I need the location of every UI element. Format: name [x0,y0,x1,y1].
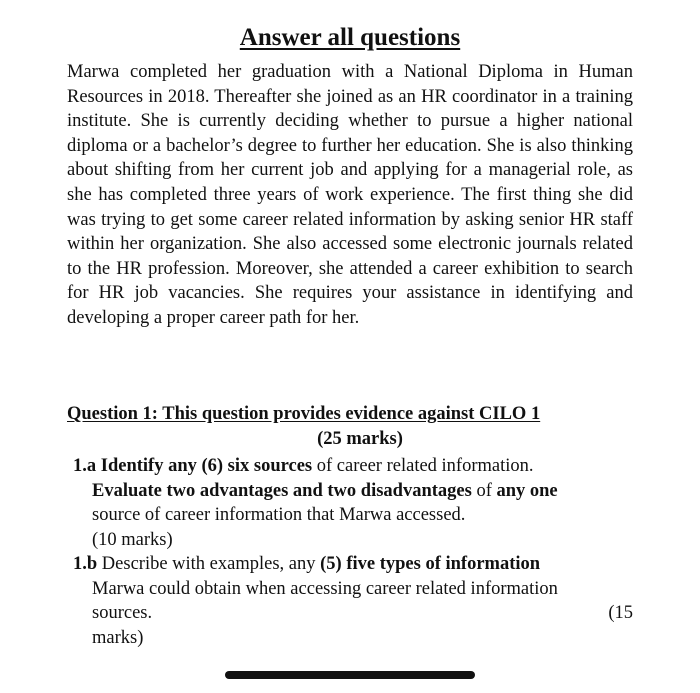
question-1a [73,454,633,552]
q1b-marks-close: marks) [92,627,144,648]
question-total-marks: (25 marks) [317,429,403,449]
q1a-text-2: of [471,480,497,501]
q1a-text-3: source of career information that Marwa accessed. [92,505,466,526]
home-indicator-bar[interactable] [225,671,475,679]
q1a-text-1: of career related information. [312,456,534,476]
question-1b [73,552,633,650]
q1a-marks: (10 marks) [92,529,173,550]
q1b-text-2: Marwa could obtain when accessing career related information [92,578,558,599]
q1b-text-3: sources. [92,603,153,624]
q1a-label: 1.a [73,456,97,476]
q1a-instruction-evaluate: Evaluate two advantages and two disadvantages [92,480,472,501]
q1b-label: 1.b [73,554,98,574]
question-heading: Question 1: This question provides evidence against CILO 1 [67,404,541,424]
q1a-any-one: any one [496,480,558,501]
q1b-marks-open: (15 [608,603,633,624]
page-title: Answer all questions [239,24,461,51]
scenario-paragraph: Marwa completed her graduation with a National Diploma in Human Resources in 2018. Thereafter she joined as an HR coordinator in a training institute. She is currently deciding whether to pursue a higher national diploma or a bachelor’s degree to further her education. She is also thinking about shifting from her current job and applying for a managerial role, as she has completed three years of work experience. The first thing she did was trying to get some career related information by asking senior HR staff within her organization. She also accessed some electronic journals related to the HR profession. Moreover, she attended a career exhibition to search for HR job vacancies. She requires your assistance in identifying and developing a proper career path for her. [67,62,633,328]
q1b-text-1: Describe with examples, any [97,554,321,574]
q1b-types-of-information: (5) five types of information [320,554,541,574]
q1a-instruction-identify: Identify any (6) six sources [100,456,313,476]
